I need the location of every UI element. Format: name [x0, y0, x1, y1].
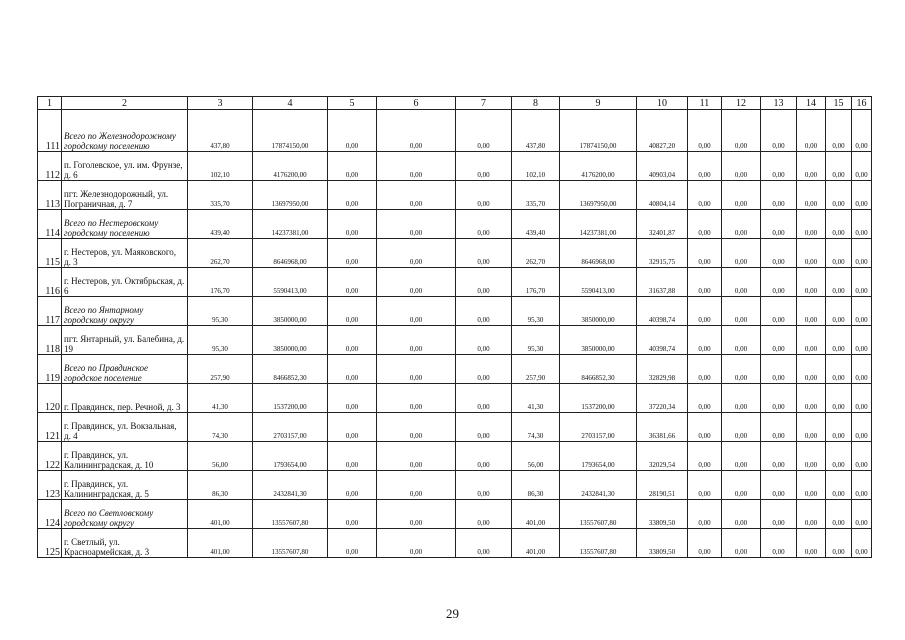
table-cell: 0,00 — [688, 326, 722, 355]
table-cell: 0,00 — [328, 210, 377, 239]
table-cell: 0,00 — [761, 384, 797, 413]
table-body — [38, 110, 872, 558]
table-row — [38, 239, 872, 268]
row-number: 113 — [38, 181, 62, 210]
table-cell: 0,00 — [722, 471, 761, 500]
table-cell: 0,00 — [688, 239, 722, 268]
table-cell: 41,30 — [188, 384, 253, 413]
table-cell: 0,00 — [826, 529, 852, 558]
table-cell: 0,00 — [852, 110, 872, 152]
table-cell: 0,00 — [456, 181, 512, 210]
table-cell: 8466852,30 — [253, 355, 328, 384]
table-cell: 0,00 — [797, 110, 826, 152]
table-cell: 0,00 — [456, 297, 512, 326]
table-cell: 0,00 — [826, 471, 852, 500]
table-cell: 3850000,00 — [253, 326, 328, 355]
table-cell: 439,40 — [512, 210, 560, 239]
table-cell: 3850000,00 — [560, 297, 637, 326]
table-cell: 0,00 — [797, 152, 826, 181]
table-cell: 0,00 — [852, 181, 872, 210]
table-cell: 0,00 — [797, 297, 826, 326]
table-cell: 0,00 — [722, 268, 761, 297]
table-row — [38, 110, 872, 152]
table-cell: 33809,50 — [637, 500, 688, 529]
table-cell: 0,00 — [797, 500, 826, 529]
table-cell: 0,00 — [797, 355, 826, 384]
column-header: 8 — [512, 97, 560, 110]
row-number: 122 — [38, 442, 62, 471]
table-cell: 0,00 — [377, 152, 456, 181]
table-cell: 40398,74 — [637, 326, 688, 355]
table-cell: 0,00 — [456, 268, 512, 297]
table-cell: 13697950,00 — [253, 181, 328, 210]
table-cell: 1793654,00 — [560, 442, 637, 471]
table-cell: 0,00 — [761, 500, 797, 529]
table-cell: 0,00 — [826, 442, 852, 471]
table-cell: 0,00 — [688, 110, 722, 152]
table-cell: 1537200,00 — [560, 384, 637, 413]
table-cell: 0,00 — [826, 181, 852, 210]
table-cell: 0,00 — [761, 268, 797, 297]
table-cell: 28190,51 — [637, 471, 688, 500]
table-cell: 0,00 — [688, 355, 722, 384]
table-cell: 0,00 — [688, 152, 722, 181]
table-cell: 33809,50 — [637, 529, 688, 558]
table-cell: 0,00 — [761, 326, 797, 355]
table-cell: 0,00 — [826, 384, 852, 413]
table-cell: 0,00 — [328, 500, 377, 529]
row-number: 125 — [38, 529, 62, 558]
table-cell: 4176200,00 — [560, 152, 637, 181]
table-cell: 0,00 — [328, 471, 377, 500]
table-cell: 17874150,00 — [253, 110, 328, 152]
row-number: 120 — [38, 384, 62, 413]
table-cell: 86,30 — [512, 471, 560, 500]
table-cell: 0,00 — [852, 384, 872, 413]
table-cell: 32915,75 — [637, 239, 688, 268]
table-cell: 14237381,00 — [560, 210, 637, 239]
table-cell: 262,70 — [512, 239, 560, 268]
table-cell: 0,00 — [328, 239, 377, 268]
table-cell: 56,00 — [188, 442, 253, 471]
table-cell: 74,30 — [188, 413, 253, 442]
page-number: 29 — [446, 606, 459, 621]
row-number: 117 — [38, 297, 62, 326]
table-cell: 3850000,00 — [253, 297, 328, 326]
table-cell: 2703157,00 — [560, 413, 637, 442]
table-cell: 0,00 — [377, 413, 456, 442]
table-cell: 0,00 — [722, 529, 761, 558]
table-cell: 0,00 — [826, 297, 852, 326]
address-label: г. Нестеров, ул. Октябрьская, д. 6 — [62, 268, 188, 297]
row-number: 115 — [38, 239, 62, 268]
table-cell: 13557607,80 — [560, 500, 637, 529]
table-cell: 0,00 — [761, 110, 797, 152]
table-cell: 32829,98 — [637, 355, 688, 384]
table-row — [38, 471, 872, 500]
table-cell: 0,00 — [852, 297, 872, 326]
table-cell: 0,00 — [761, 355, 797, 384]
table-row — [38, 529, 872, 558]
table-cell: 0,00 — [852, 326, 872, 355]
column-header: 4 — [253, 97, 328, 110]
table-cell: 0,00 — [852, 442, 872, 471]
table-cell: 0,00 — [456, 326, 512, 355]
address-label: г. Нестеров, ул. Маяковского, д. 3 — [62, 239, 188, 268]
table-cell: 0,00 — [761, 442, 797, 471]
row-number: 124 — [38, 500, 62, 529]
table-cell: 0,00 — [328, 181, 377, 210]
table-cell: 0,00 — [852, 529, 872, 558]
address-label: г. Правдинск, ул. Калининградская, д. 5 — [62, 471, 188, 500]
table-cell: 0,00 — [852, 413, 872, 442]
table-cell: 5590413,00 — [560, 268, 637, 297]
table-cell: 13557607,80 — [560, 529, 637, 558]
table-cell: 0,00 — [722, 152, 761, 181]
table-cell: 0,00 — [377, 181, 456, 210]
table-cell: 0,00 — [688, 181, 722, 210]
column-header: 7 — [456, 97, 512, 110]
column-header: 3 — [188, 97, 253, 110]
address-label: г. Правдинск, пер. Речной, д. 3 — [62, 384, 188, 413]
table-cell: 0,00 — [456, 500, 512, 529]
column-header: 14 — [797, 97, 826, 110]
total-label: Всего по Железнодорожному городскому поселению — [62, 110, 188, 152]
table-cell: 0,00 — [456, 239, 512, 268]
table-cell: 262,70 — [188, 239, 253, 268]
table-cell: 40398,74 — [637, 297, 688, 326]
table-cell: 0,00 — [456, 110, 512, 152]
table-cell: 5590413,00 — [253, 268, 328, 297]
table-cell: 0,00 — [797, 210, 826, 239]
table-row — [38, 500, 872, 529]
table-cell: 0,00 — [761, 297, 797, 326]
table-cell: 0,00 — [328, 297, 377, 326]
table-cell: 0,00 — [456, 152, 512, 181]
table-cell: 0,00 — [852, 268, 872, 297]
column-header: 6 — [377, 97, 456, 110]
table-cell: 2703157,00 — [253, 413, 328, 442]
table-cell: 0,00 — [377, 110, 456, 152]
address-label: пгт. Янтарный, ул. Балебина, д. 19 — [62, 326, 188, 355]
table-cell: 1793654,00 — [253, 442, 328, 471]
table-cell: 8466852,30 — [560, 355, 637, 384]
row-number: 116 — [38, 268, 62, 297]
table-cell: 0,00 — [722, 500, 761, 529]
table-cell: 0,00 — [826, 152, 852, 181]
table-cell: 0,00 — [797, 181, 826, 210]
table-cell: 257,90 — [188, 355, 253, 384]
table-cell: 0,00 — [826, 500, 852, 529]
table-cell: 0,00 — [852, 152, 872, 181]
table-cell: 0,00 — [377, 442, 456, 471]
table-cell: 439,40 — [188, 210, 253, 239]
table-cell: 335,70 — [188, 181, 253, 210]
table-cell: 95,30 — [512, 326, 560, 355]
table-cell: 0,00 — [377, 529, 456, 558]
table-cell: 74,30 — [512, 413, 560, 442]
table-cell: 0,00 — [377, 500, 456, 529]
row-number: 111 — [38, 110, 62, 152]
table-cell: 0,00 — [456, 529, 512, 558]
row-number: 123 — [38, 471, 62, 500]
column-header: 1 — [38, 97, 62, 110]
table-cell: 0,00 — [722, 210, 761, 239]
row-number: 118 — [38, 326, 62, 355]
total-label: Всего по Нестеровскому городскому поселению — [62, 210, 188, 239]
table-cell: 0,00 — [797, 529, 826, 558]
table-cell: 0,00 — [722, 326, 761, 355]
table-cell: 95,30 — [188, 326, 253, 355]
table-cell: 102,10 — [512, 152, 560, 181]
table-cell: 0,00 — [377, 268, 456, 297]
table-cell: 176,70 — [512, 268, 560, 297]
table-cell: 14237381,00 — [253, 210, 328, 239]
table-cell: 0,00 — [826, 239, 852, 268]
table-row — [38, 355, 872, 384]
table-cell: 40903,04 — [637, 152, 688, 181]
table-cell: 0,00 — [761, 529, 797, 558]
table-cell: 32401,87 — [637, 210, 688, 239]
table-cell: 0,00 — [688, 210, 722, 239]
table-cell: 257,90 — [512, 355, 560, 384]
table-cell: 102,10 — [188, 152, 253, 181]
table-cell: 0,00 — [688, 529, 722, 558]
row-number: 121 — [38, 413, 62, 442]
table-cell: 0,00 — [377, 471, 456, 500]
column-header: 15 — [826, 97, 852, 110]
table-cell: 0,00 — [328, 384, 377, 413]
table-cell: 1537200,00 — [253, 384, 328, 413]
table-cell: 176,70 — [188, 268, 253, 297]
address-label: пгт. Железнодорожный, ул. Пограничная, д. 7 — [62, 181, 188, 210]
row-number: 119 — [38, 355, 62, 384]
table-cell: 401,00 — [512, 500, 560, 529]
table-cell: 0,00 — [328, 152, 377, 181]
table-cell: 0,00 — [826, 110, 852, 152]
table-cell: 401,00 — [188, 529, 253, 558]
column-header: 16 — [852, 97, 872, 110]
table-cell: 0,00 — [688, 413, 722, 442]
address-label: г. Светлый, ул. Красноармейская, д. 3 — [62, 529, 188, 558]
table-cell: 0,00 — [328, 268, 377, 297]
table-cell: 0,00 — [328, 442, 377, 471]
table-row — [38, 268, 872, 297]
table-cell: 0,00 — [328, 326, 377, 355]
table-cell: 0,00 — [722, 239, 761, 268]
table-cell: 0,00 — [688, 384, 722, 413]
table-cell: 401,00 — [512, 529, 560, 558]
table-cell: 0,00 — [722, 413, 761, 442]
table-cell: 86,30 — [188, 471, 253, 500]
address-label: г. Правдинск, ул. Калининградская, д. 10 — [62, 442, 188, 471]
table-cell: 0,00 — [722, 442, 761, 471]
table-cell: 0,00 — [722, 355, 761, 384]
table-cell: 0,00 — [328, 413, 377, 442]
column-header: 2 — [62, 97, 188, 110]
table-cell: 40827,20 — [637, 110, 688, 152]
table-cell: 0,00 — [377, 384, 456, 413]
table-cell: 0,00 — [456, 442, 512, 471]
table-cell: 0,00 — [688, 297, 722, 326]
table-cell: 0,00 — [722, 181, 761, 210]
column-header: 12 — [722, 97, 761, 110]
table-cell: 2432841,30 — [253, 471, 328, 500]
table-cell: 0,00 — [377, 210, 456, 239]
table-cell: 95,30 — [512, 297, 560, 326]
total-label: Всего по Правдинское городское поселение — [62, 355, 188, 384]
table-cell: 56,00 — [512, 442, 560, 471]
column-header: 9 — [560, 97, 637, 110]
table-cell: 0,00 — [761, 239, 797, 268]
table-cell: 0,00 — [377, 355, 456, 384]
table-cell: 0,00 — [456, 355, 512, 384]
table-cell: 0,00 — [761, 471, 797, 500]
table-cell: 0,00 — [456, 413, 512, 442]
table-cell: 0,00 — [456, 384, 512, 413]
table-cell: 0,00 — [826, 413, 852, 442]
table-cell: 0,00 — [797, 239, 826, 268]
table-cell: 0,00 — [328, 355, 377, 384]
table-cell: 0,00 — [797, 442, 826, 471]
column-header: 11 — [688, 97, 722, 110]
table-cell: 0,00 — [797, 471, 826, 500]
table-cell: 17874150,00 — [560, 110, 637, 152]
table-cell: 437,80 — [188, 110, 253, 152]
table-cell: 8646968,00 — [560, 239, 637, 268]
table-cell: 32029,54 — [637, 442, 688, 471]
table-cell: 0,00 — [826, 268, 852, 297]
table-cell: 0,00 — [377, 326, 456, 355]
table-cell: 0,00 — [852, 471, 872, 500]
table-cell: 0,00 — [722, 110, 761, 152]
table-row — [38, 152, 872, 181]
table-cell: 0,00 — [328, 529, 377, 558]
table-row — [38, 181, 872, 210]
address-label: г. Правдинск, ул. Вокзальная, д. 4 — [62, 413, 188, 442]
table-cell: 0,00 — [377, 297, 456, 326]
table-cell: 0,00 — [852, 355, 872, 384]
table-cell: 0,00 — [797, 384, 826, 413]
header-row — [38, 97, 872, 110]
table-cell: 41,30 — [512, 384, 560, 413]
table-row — [38, 442, 872, 471]
table-cell: 437,80 — [512, 110, 560, 152]
table-cell: 0,00 — [761, 181, 797, 210]
table-cell: 0,00 — [797, 268, 826, 297]
table-cell: 0,00 — [688, 500, 722, 529]
table-cell: 0,00 — [456, 471, 512, 500]
table-cell: 0,00 — [722, 297, 761, 326]
table-cell: 0,00 — [826, 210, 852, 239]
table-cell: 0,00 — [797, 326, 826, 355]
table-cell: 95,30 — [188, 297, 253, 326]
table-cell: 0,00 — [797, 413, 826, 442]
table-cell: 0,00 — [852, 210, 872, 239]
table-cell: 0,00 — [456, 210, 512, 239]
column-header: 13 — [761, 97, 797, 110]
table-cell: 0,00 — [377, 239, 456, 268]
table-cell: 0,00 — [722, 384, 761, 413]
table-cell: 13697950,00 — [560, 181, 637, 210]
table-cell: 3850000,00 — [560, 326, 637, 355]
table-cell: 0,00 — [688, 268, 722, 297]
table-cell: 0,00 — [852, 500, 872, 529]
table-cell: 0,00 — [328, 110, 377, 152]
table-cell: 0,00 — [826, 326, 852, 355]
total-label: Всего по Светловскому городскому округу — [62, 500, 188, 529]
total-label: Всего по Янтарному городскому округу — [62, 297, 188, 326]
table-cell: 4176200,00 — [253, 152, 328, 181]
table-cell: 0,00 — [761, 152, 797, 181]
table-cell: 13557607,80 — [253, 529, 328, 558]
table-cell: 13557607,80 — [253, 500, 328, 529]
table-row — [38, 326, 872, 355]
table-row — [38, 384, 872, 413]
table-cell: 0,00 — [852, 239, 872, 268]
table-row — [38, 210, 872, 239]
address-label: п. Гоголевское, ул. им. Фрунзе, д. 6 — [62, 152, 188, 181]
column-header: 10 — [637, 97, 688, 110]
table-row — [38, 297, 872, 326]
table-cell: 40804,14 — [637, 181, 688, 210]
table-cell: 8646968,00 — [253, 239, 328, 268]
table-cell: 37220,34 — [637, 384, 688, 413]
table-row — [38, 413, 872, 442]
table-cell: 2432841,30 — [560, 471, 637, 500]
table-cell: 0,00 — [688, 471, 722, 500]
row-number: 114 — [38, 210, 62, 239]
table-cell: 0,00 — [826, 355, 852, 384]
column-header: 5 — [328, 97, 377, 110]
table-cell: 0,00 — [761, 413, 797, 442]
table-cell: 0,00 — [688, 442, 722, 471]
data-table — [37, 96, 872, 558]
table-cell: 0,00 — [761, 210, 797, 239]
table-cell: 401,00 — [188, 500, 253, 529]
table-cell: 31637,88 — [637, 268, 688, 297]
table-cell: 335,70 — [512, 181, 560, 210]
table-cell: 36381,66 — [637, 413, 688, 442]
row-number: 112 — [38, 152, 62, 181]
